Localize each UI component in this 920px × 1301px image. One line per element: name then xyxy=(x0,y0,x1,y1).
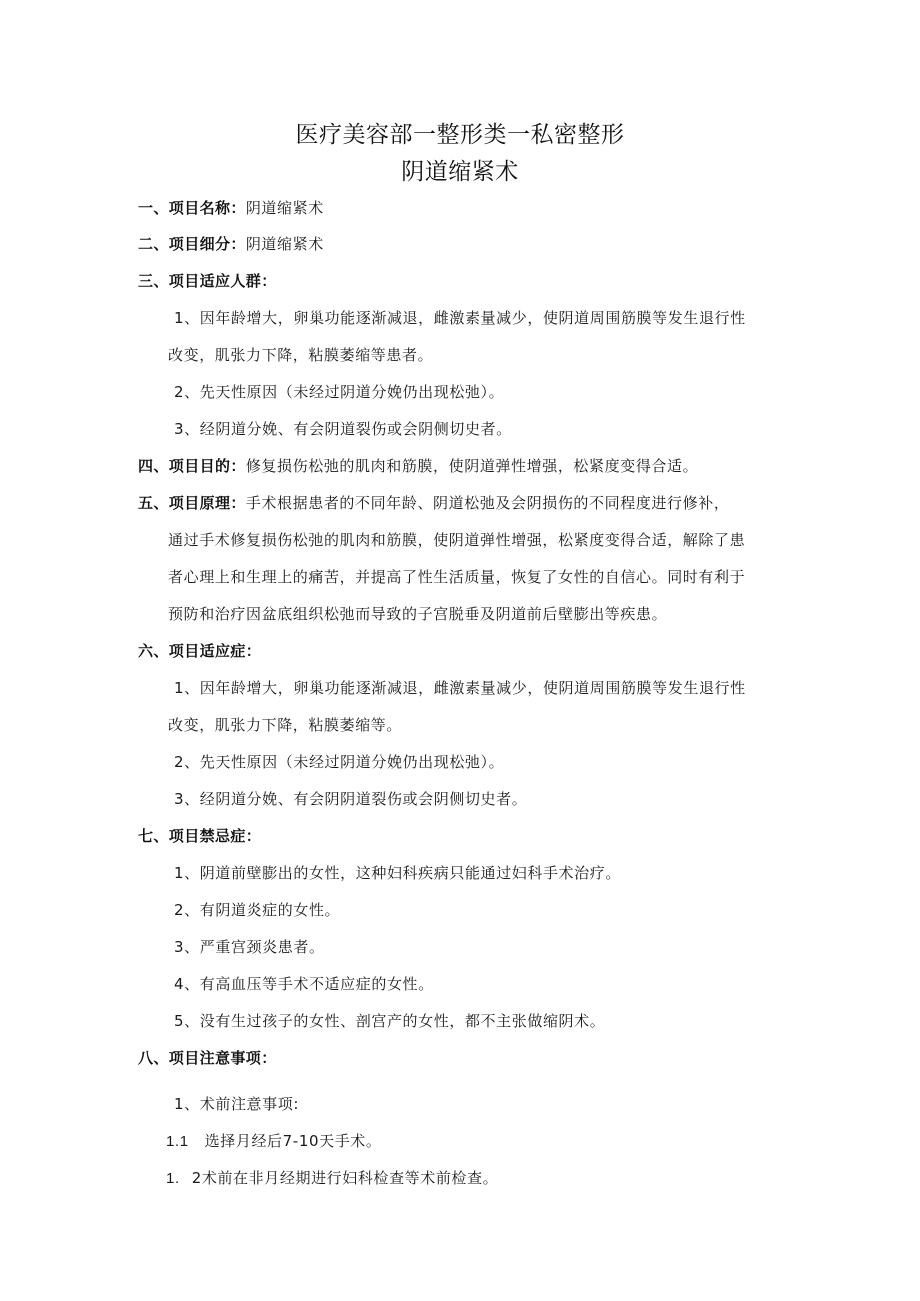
section-3-item: 2、先天性原因（未经过阴道分娩仍出现松弛）。 xyxy=(174,383,505,401)
section-3-item: 改变，肌张力下降，粘膜萎缩等患者。 xyxy=(168,346,434,364)
section-7-item: 4、有高血压等手术不适应症的女性。 xyxy=(174,975,434,993)
section-6-item: 1、因年龄增大，卵巢功能逐渐减退，雌激素量减少，使阴道周围筋膜等发生退行性 xyxy=(174,679,746,697)
section-7-heading: 七、项目禁忌症： xyxy=(138,827,262,845)
item-number: 1. xyxy=(166,1170,180,1187)
section-7-item: 5、没有生过孩子的女性、剖宫产的女性，都不主张做缩阴术。 xyxy=(174,1012,606,1030)
section-1 xyxy=(138,198,324,218)
section-1-heading: 一、项目名称： xyxy=(138,199,246,217)
section-4-text: 修复损伤松弛的肌肉和筋膜，使阴道弹性增强，松紧度变得合适。 xyxy=(245,457,699,475)
section-5-line: 预防和治疗因盆底组织松弛而导致的子宫脱垂及阴道前后壁膨出等疾患。 xyxy=(168,605,668,623)
section-5-heading: 五、项目原理： xyxy=(138,494,246,512)
section-3-heading: 三、项目适应人群： xyxy=(138,272,277,290)
section-8-heading: 八、项目注意事项： xyxy=(138,1049,277,1067)
section-2-text: 阴道缩紧术 xyxy=(245,235,324,253)
section-6-heading: 六、项目适应症： xyxy=(138,642,262,660)
section-4 xyxy=(138,456,698,476)
section-6-item: 2、先天性原因（未经过阴道分娩仍出现松弛）。 xyxy=(174,753,505,771)
section-3-item: 3、经阴道分娩、有会阴道裂伤或会阴侧切史者。 xyxy=(174,420,512,438)
section-7-item: 2、有阴道炎症的女性。 xyxy=(174,901,341,919)
section-6-item: 改变，肌张力下降，粘膜萎缩等。 xyxy=(168,716,403,734)
section-8-item-1-2 xyxy=(166,1168,498,1189)
section-5-text: 手术根据患者的不同年龄、阴道松弛及会阴损伤的不同程度进行修补， xyxy=(245,494,730,512)
section-7-item: 1、阴道前壁膨出的女性，这种妇科疾病只能通过妇科手术治疗。 xyxy=(174,864,621,882)
section-2 xyxy=(138,234,324,254)
section-8-item-1-1 xyxy=(166,1131,382,1152)
item-text: 2术前在非月经期进行妇科检查等术前检查。 xyxy=(191,1169,499,1187)
section-5-line: 者心理上和生理上的痛苦，并提高了性生活质量，恢复了女性的自信心。同时有利于 xyxy=(168,568,746,586)
section-3-item: 1、因年龄增大，卵巢功能逐渐减退，雌激素量减少，使阴道周围筋膜等发生退行性 xyxy=(174,309,746,327)
section-4-heading: 四、项目目的： xyxy=(138,457,246,475)
document-subtitle: 阴道缩紧术 xyxy=(401,159,519,185)
section-8-subheading: 1、术前注意事项: xyxy=(174,1095,299,1113)
section-7-item: 3、严重宫颈炎患者。 xyxy=(174,938,325,956)
item-number: 1.1 xyxy=(166,1133,189,1150)
item-text: 选择月经后7-10天手术。 xyxy=(204,1132,382,1150)
section-2-heading: 二、项目细分： xyxy=(138,235,246,253)
document-title: 医疗美容部一整形类一私密整形 xyxy=(295,122,625,148)
section-6-item: 3、经阴道分娩、有会阴阴道裂伤或会阴侧切史者。 xyxy=(174,790,528,808)
section-5 xyxy=(138,493,729,513)
section-5-line: 通过手术修复损伤松弛的肌肉和筋膜，使阴道弹性增强，松紧度变得合适，解除了患 xyxy=(168,531,746,549)
section-1-text: 阴道缩紧术 xyxy=(245,199,324,217)
